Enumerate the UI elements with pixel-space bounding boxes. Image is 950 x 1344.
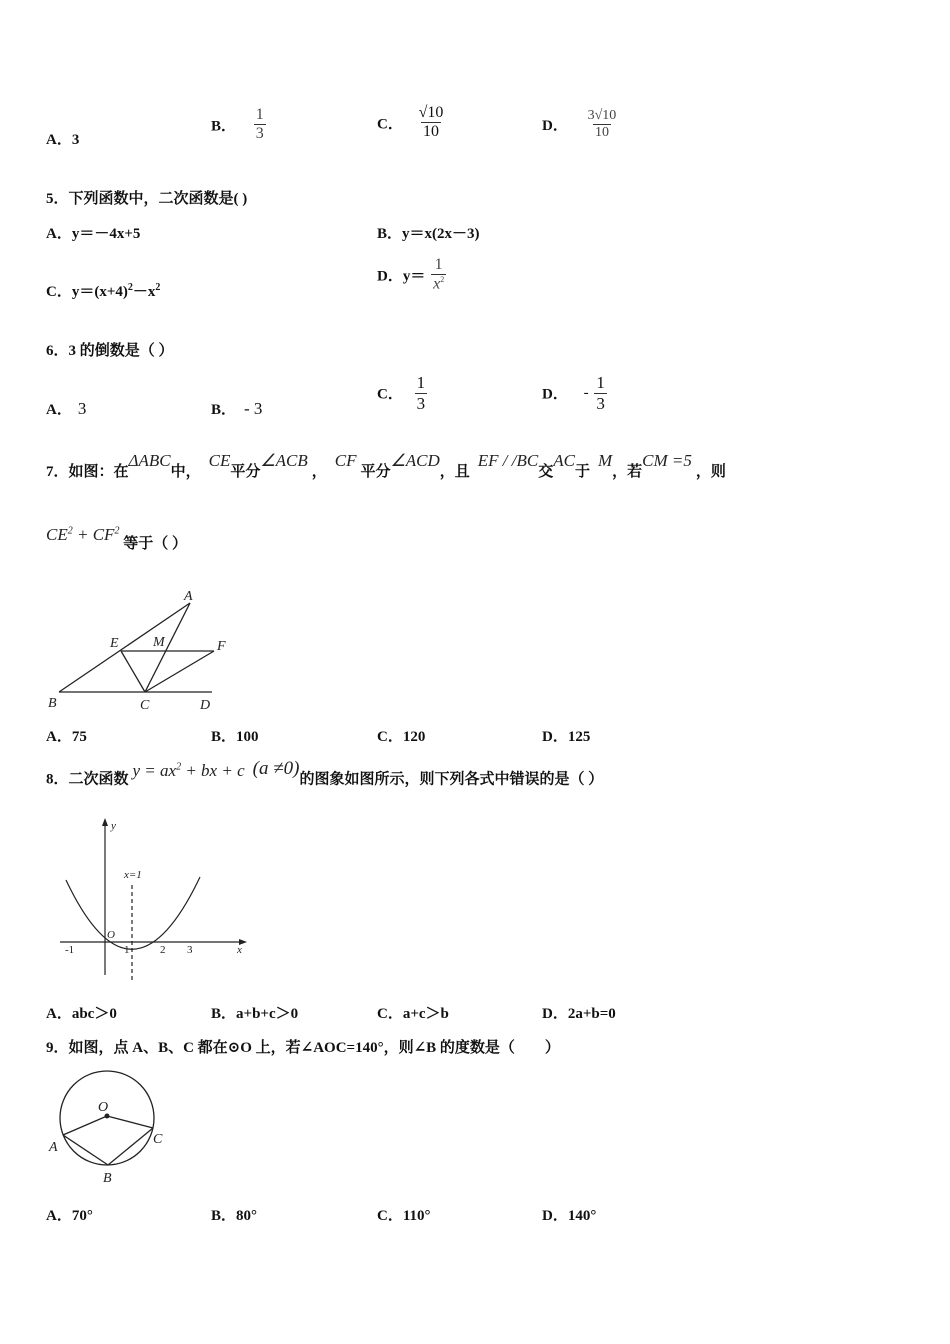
- fraction: $\frac{√10}{10}$: [418, 104, 444, 141]
- q7-stem-line2: $CE^2 + CF^2$ 等于（ ）: [46, 525, 187, 552]
- q5-option-a[interactable]: A．y＝－4x+5: [46, 226, 141, 242]
- q9-figure: [44, 1068, 174, 1188]
- q6-stem: 6．3 的倒数是（ ）: [46, 343, 174, 359]
- point-label-m: M: [153, 635, 165, 650]
- y-axis-label: y: [111, 820, 116, 832]
- q5-option-b[interactable]: B．y＝x(2x－3): [377, 226, 480, 242]
- q8-option-a[interactable]: A．abc＞0: [46, 1006, 117, 1022]
- point-label-a: A: [49, 1140, 58, 1155]
- q6-option-a[interactable]: A． 3: [46, 399, 87, 418]
- q4-option-a[interactable]: A．3: [46, 132, 80, 148]
- q5-option-d[interactable]: D．y＝ $\frac{1}{x^2}$: [377, 256, 445, 293]
- point-label-e: E: [110, 636, 119, 651]
- q4-option-d[interactable]: D． $\frac{3√10}{10}$: [542, 108, 617, 141]
- q9-stem: 9．如图，点 A、B、C 都在⊙O 上，若∠AOC=140°，则∠B 的度数是（ ）: [46, 1040, 560, 1056]
- point-label-a: A: [184, 589, 193, 604]
- line-ec: [121, 651, 145, 692]
- tick-label-3: 3: [187, 944, 193, 956]
- fraction: $\frac{1}{3}$: [596, 373, 605, 413]
- point-label-b: B: [103, 1171, 112, 1186]
- point-label-d: D: [200, 698, 211, 713]
- q6-option-b[interactable]: B． - 3: [211, 399, 263, 418]
- q7-option-d[interactable]: D．125: [542, 729, 591, 745]
- tick-label-minus1: -1: [65, 944, 75, 956]
- origin-label: O: [107, 929, 115, 941]
- q7-option-c[interactable]: C．120: [377, 729, 426, 745]
- point-label-f: F: [217, 639, 226, 654]
- x-axis-label: x: [237, 944, 242, 956]
- segment-oa: [63, 1116, 107, 1135]
- parabola: [66, 877, 200, 949]
- segment-oc: [107, 1116, 153, 1128]
- q4-option-b[interactable]: B． $\frac{1}{3}$: [211, 106, 264, 143]
- tick-label-2: 2: [160, 944, 166, 956]
- point-label-c: C: [140, 698, 150, 713]
- q8-option-c[interactable]: C．a+c＞b: [377, 1006, 449, 1022]
- q7-option-a[interactable]: A．75: [46, 729, 87, 745]
- q5-stem: 5．下列函数中，二次函数是( ): [46, 191, 248, 207]
- q7-figure: [44, 585, 244, 715]
- fraction: $\frac{1}{3}$: [255, 106, 264, 143]
- point-label-o: O: [98, 1100, 109, 1115]
- q9-option-b[interactable]: B．80°: [211, 1208, 258, 1224]
- fraction: $\frac{3√10}{10}$: [587, 108, 617, 141]
- q5-option-c[interactable]: C．$y=(x+4)^2-x^2$: [46, 282, 161, 300]
- line-ba: [59, 603, 190, 692]
- q9-option-a[interactable]: A．70°: [46, 1208, 93, 1224]
- point-label-b: B: [48, 696, 57, 711]
- q4-option-c[interactable]: C． $\frac{√10}{10}$: [377, 104, 444, 141]
- y-arrow: [102, 818, 108, 826]
- q8-option-b[interactable]: B．a+b+c＞0: [211, 1006, 299, 1022]
- q6-option-d[interactable]: D． - $\frac{1}{3}$: [542, 373, 605, 413]
- q6-option-c[interactable]: C． $\frac{1}{3}$: [377, 373, 426, 413]
- q7-stem: 7．如图：在ΔABC中，CE平分∠ACB，CF平分∠ACD，且EF / /BC交AC于M，若CM =5，则: [46, 451, 726, 480]
- axis-equation-label: x=1: [124, 869, 142, 881]
- q9-option-d[interactable]: D．140°: [542, 1208, 597, 1224]
- fraction: $\frac{1}{x^2}$: [433, 256, 445, 293]
- tick-label-1: 1: [124, 944, 130, 956]
- fraction: $\frac{1}{3}$: [416, 373, 426, 413]
- q8-option-d[interactable]: D．2a+b=0: [542, 1006, 616, 1022]
- q8-stem: 8．二次函数 $y = ax^2$ + bx + c (a ≠0)的图象如图所示，则下列各式中错误的是（ ）: [46, 757, 604, 788]
- q7-option-b[interactable]: B．100: [211, 729, 259, 745]
- q9-option-c[interactable]: C．110°: [377, 1208, 431, 1224]
- point-label-c: C: [153, 1132, 163, 1147]
- q8-figure: [54, 815, 254, 985]
